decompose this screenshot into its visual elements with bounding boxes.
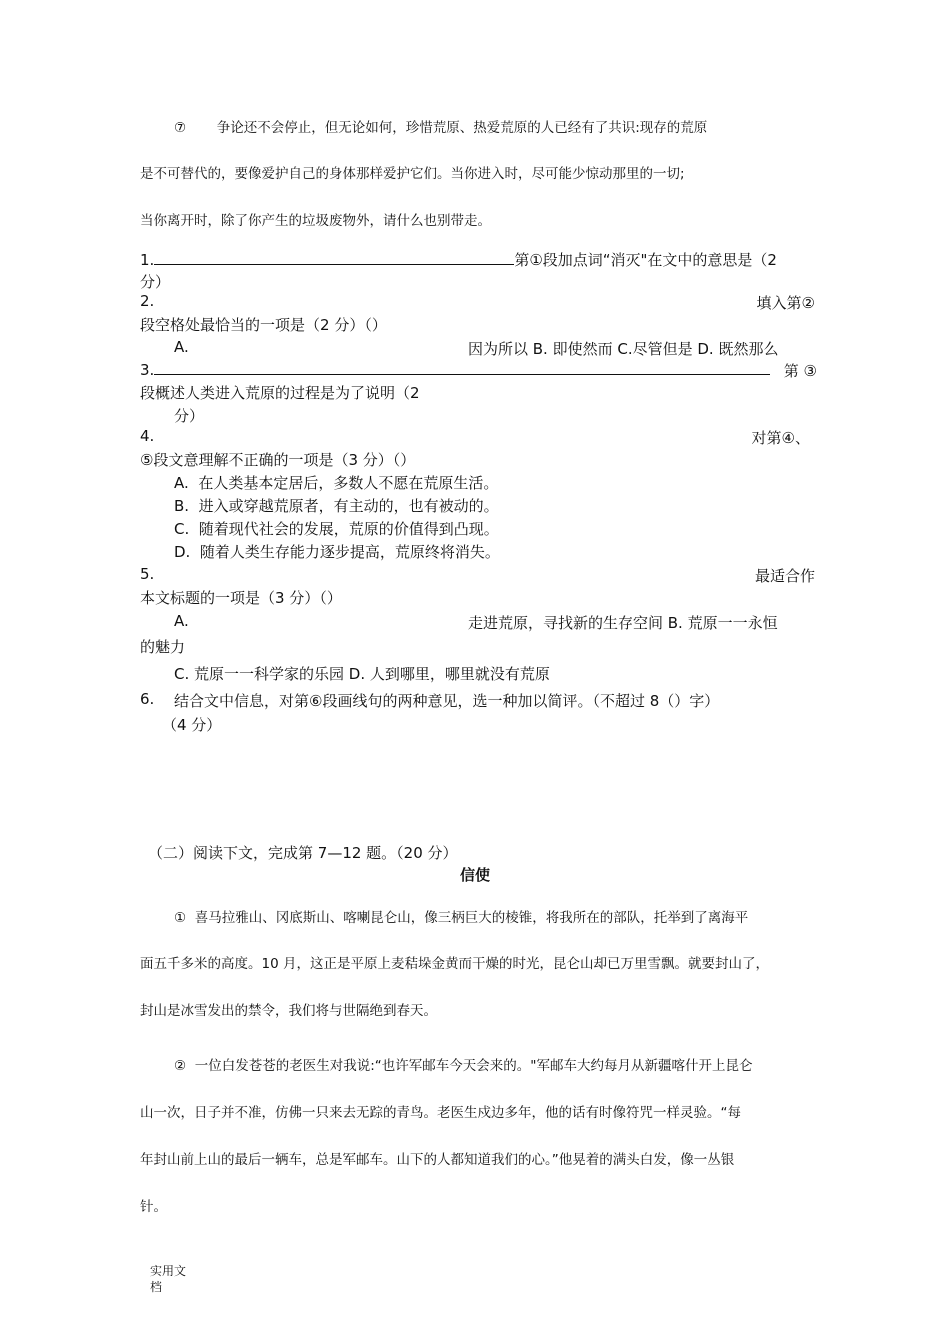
question-2-text-right: 填入第② [756,294,815,312]
question-number: 1. [140,251,155,269]
article-p2-line-4: 针。 [140,1199,167,1215]
question-5-options-cont: 的魅力 [140,638,186,656]
question-5-text-right: 最适合作 [754,567,815,585]
question-6-number: 6. [140,690,155,708]
question-4-option-c [174,518,499,539]
question-4-text-right: 对第④、 [751,429,810,447]
answer-blank [154,360,770,375]
question-3-cont: 段概述人类进入荒原的过程是为了说明（2 [140,384,420,402]
paragraph-text: 喜马拉雅山、冈底斯山、喀喇昆仑山，像三柄巨大的棱锥，将我所在的部队，托举到了离海平 [194,910,749,926]
question-4-number: 4. [140,427,155,445]
option-text: 随着人类生存能力逐步提高，荒原终将消失。 [199,543,500,561]
paragraph-text: 一位白发苍苍的老医生对我说:“也许军邮车今天会来的。"军邮车大约每月从新疆喀什开上昆仑 [194,1058,753,1074]
question-5-options-cd: C. 荒原一一科学家的乐园 D. 人到哪里，哪里就没有荒原 [174,665,550,683]
footer-label [150,1263,186,1295]
article-p2-line-2: 山一次，日子并不准，仿佛一只来去无踪的青鸟。老医生戍边多年，他的话有时像符咒一样灵验。“每 [140,1105,741,1121]
question-4-option-b [174,495,499,516]
question-6-text: 结合文中信息，对第⑥段画线句的两种意见，选一种加以简评。（不超过 8（）字） [174,692,720,710]
paragraph-7-line-1 [174,116,707,136]
question-number: 3. [140,361,155,379]
article-p1-line-2: 面五千多米的高度。10 月，这正是平原上麦秸垛金黄而干燥的时光，昆仑山却已万里雪飘。就要封山了， [140,956,769,972]
article-p2-line-3: 年封山前上山的最后一辆车，总是军邮车。山下的人都知道我们的心。”他晃着的满头白发，像一丛银 [140,1152,735,1168]
question-4-cont: ⑤段文意理解不正确的一项是（3 分）（） [140,451,416,469]
paragraph-7-line-3: 当你离开时，除了你产生的垃圾废物外，请什么也别带走。 [140,213,491,229]
answer-blank [154,250,514,265]
article-title: 信使 [459,866,490,884]
question-4-option-d [174,541,500,562]
paragraph-number: ⑦ [174,120,187,136]
section-2-heading: （二）阅读下文，完成第 7—12 题。（20 分） [148,844,458,862]
option-text: 进入或穿越荒原者，有主动的，也有被动的。 [198,497,499,515]
option-label: D. [174,543,191,561]
question-2-option-label: A. [174,338,189,356]
question-6-score: （4 分） [162,716,222,734]
option-text: 在人类基本定居后，多数人不愿在荒原生活。 [198,474,499,492]
question-1-cont: 分） [140,273,171,291]
footer-line-2: 档 [150,1280,163,1294]
footer-line-1: 实用文 [150,1264,187,1278]
question-5-option-label: A. [174,612,189,630]
option-label: C. [174,520,190,538]
question-3 [140,360,770,379]
option-label: B. [174,497,190,515]
option-text: 随着现代社会的发展，荒原的价值得到凸现。 [198,520,499,538]
question-5-options: 走进荒原，寻找新的生存空间 B. 荒原一一永恒 [468,614,778,632]
paragraph-text: 争论还不会停止，但无论如何，珍惜荒原、热爱荒原的人已经有了共识:现存的荒原 [216,120,708,136]
question-1 [140,249,777,270]
article-p1-line-1 [174,906,748,926]
paragraph-7-line-2: 是不可替代的，要像爱护自己的身体那样爱护它们。当你进入时，尽可能少惊动那里的一切; [140,166,685,182]
article-p2-line-1 [174,1054,752,1074]
option-label: A. [174,474,189,492]
question-3-text-right: 第 ③ [783,362,817,380]
question-5-number: 5. [140,565,155,583]
question-text: 第①段加点词“消灭"在文中的意思是（2 [514,251,777,269]
paragraph-number: ② [174,1058,187,1074]
question-2-number: 2. [140,292,155,310]
question-5-cont: 本文标题的一项是（3 分）（） [140,589,342,607]
article-p1-line-3: 封山是冰雪发出的禁令，我们将与世隔绝到春天。 [140,1003,437,1019]
question-2-options: 因为所以 B. 即使然而 C.尽管但是 D. 既然那么 [468,340,779,358]
question-3-cont-2: 分） [174,407,205,425]
paragraph-number: ① [174,910,187,926]
question-2-cont: 段空格处最恰当的一项是（2 分）（） [140,316,387,334]
question-4-option-a [174,472,498,493]
